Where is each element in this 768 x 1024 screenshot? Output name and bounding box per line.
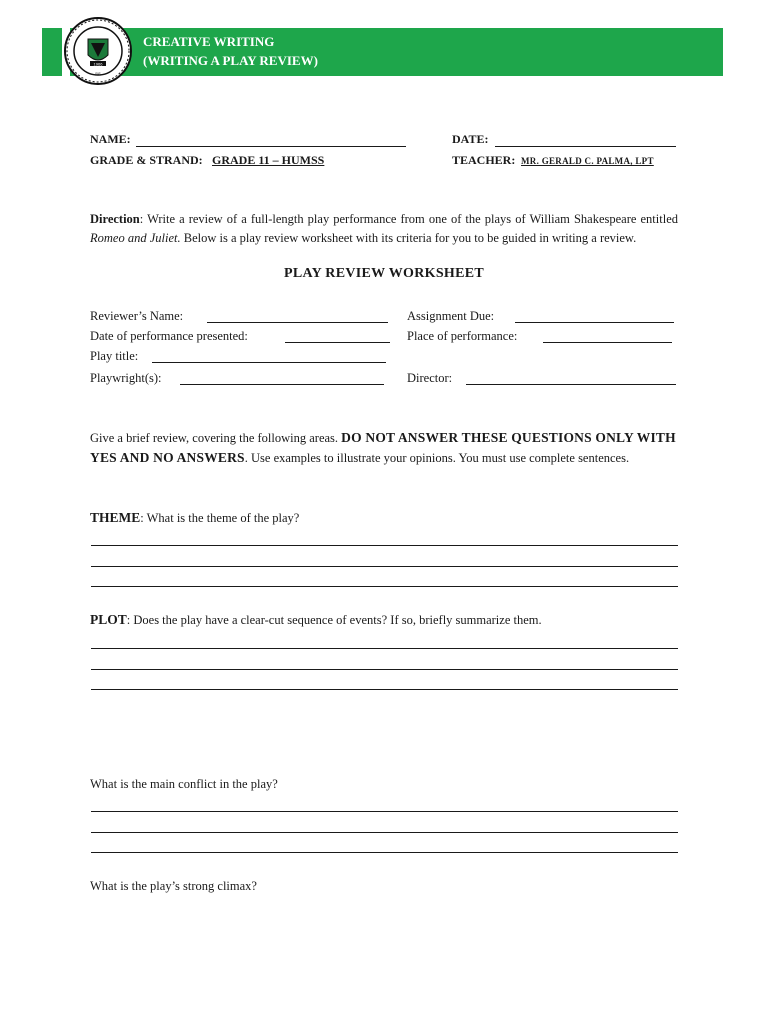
teacher-value: MR. GERALD C. PALMA, LPT [521,156,654,166]
svg-text:RIS: RIS [95,72,101,76]
play-name: Romeo and Juliet. [90,231,181,245]
date-performance-field[interactable] [285,342,390,343]
plot-question: PLOT: Does the play have a clear-cut sequence of events? If so, briefly summarize them. [90,612,542,627]
playwright-field[interactable] [180,384,384,385]
worksheet-title: PLAY REVIEW WORKSHEET [283,266,485,281]
plot-answer-line[interactable] [91,648,678,649]
grade-strand-label: GRADE & STRAND: [90,153,203,167]
logo-year: 1966 [93,61,103,67]
theme-answer-line[interactable] [91,586,678,587]
name-field[interactable] [136,146,406,147]
teacher-label: TEACHER: [452,153,516,167]
director-field[interactable] [466,384,676,385]
assignment-due-field[interactable] [515,322,674,323]
theme-question: THEME: What is the theme of the play? [90,510,300,525]
plot-answer-line[interactable] [91,669,678,670]
date-performance-label: Date of performance presented: [90,329,248,343]
banner-title-line1: CREATIVE WRITING [143,34,275,49]
climax-question: What is the play’s strong climax? [90,879,257,893]
playwright-label: Playwright(s): [90,371,162,385]
name-label: NAME: [90,132,131,146]
play-title-field[interactable] [152,362,386,363]
instructions-emphasis: DO NOT ANSWER THESE QUESTIONS ONLY WITH YES AND NO ANSWERS [90,430,676,465]
theme-label: THEME [90,510,141,525]
school-seal-logo [64,17,132,85]
place-performance-field[interactable] [543,342,672,343]
instructions-paragraph: Give a brief review, covering the following areas. DO NOT ANSWER THESE QUESTIONS ONLY WITH YES AND NO ANSWERS. Use examples to illustrate your opinions. You must use complete sentences. [90,430,676,465]
plot-label: PLOT [90,612,127,627]
director-label: Director: [407,371,453,385]
direction-paragraph: Direction: Write a review of a full-length play performance from one of the plays of William Shakespeare entitled Romeo and Juliet. Below is a play review worksheet with its criteria for you to be guided in writing a review. [90,212,678,245]
date-field[interactable] [495,146,676,147]
direction-label: Direction [90,212,140,226]
grade-strand-value: GRADE 11 – HUMSS [212,153,325,167]
play-title-label: Play title: [90,349,139,363]
place-performance-label: Place of performance: [407,329,518,343]
theme-answer-line[interactable] [91,566,678,567]
banner-title [143,32,318,70]
date-label: DATE: [452,132,489,146]
conflict-answer-line[interactable] [91,852,678,853]
reviewer-name-label: Reviewer’s Name: [90,309,184,323]
reviewer-name-field[interactable] [207,322,388,323]
conflict-question: What is the main conflict in the play? [90,777,278,791]
plot-answer-line[interactable] [91,689,678,690]
conflict-answer-line[interactable] [91,832,678,833]
assignment-due-label: Assignment Due: [407,309,495,323]
banner-title-line2: (WRITING A PLAY REVIEW) [143,53,318,68]
conflict-answer-line[interactable] [91,811,678,812]
theme-answer-line[interactable] [91,545,678,546]
